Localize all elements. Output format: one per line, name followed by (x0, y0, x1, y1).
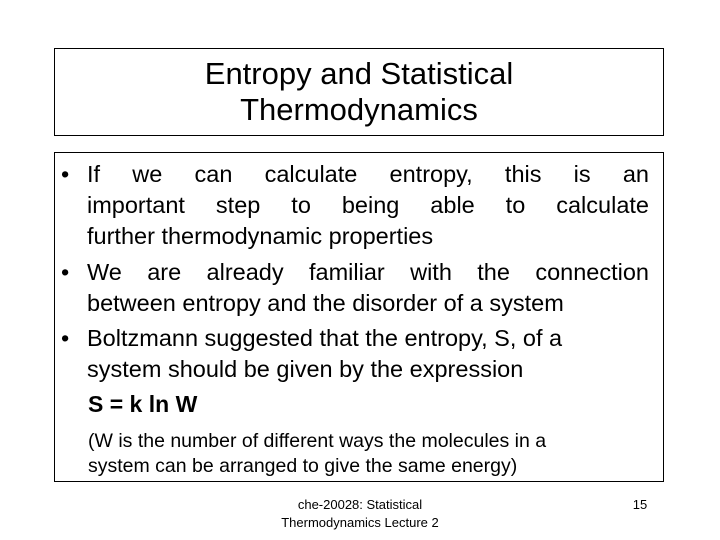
bullet-icon: • (61, 161, 70, 187)
bullet-icon: • (61, 259, 70, 285)
bullet-icon: • (61, 325, 70, 351)
bullet-line: between entropy and the disorder of a system (87, 290, 564, 316)
bullet-line: We are already familiar with the connection (87, 259, 649, 285)
slide-title (205, 56, 513, 128)
boltzmann-formula: S = k ln W (88, 391, 198, 417)
bullet-line: important step to being able to calculate (87, 192, 649, 218)
page-number: 15 (632, 497, 648, 512)
formula-note (88, 429, 656, 479)
slide-footer (240, 496, 480, 532)
bullet-item-boltzmann (61, 323, 649, 385)
note-line-2: system can be arranged to give the same energy) (88, 455, 518, 477)
bullet-line: If we can calculate entropy, this is an (87, 161, 649, 187)
footer-line-1: che-20028: Statistical (297, 497, 423, 512)
title-line-1: Entropy and Statistical (204, 56, 514, 91)
slide-title-box (54, 48, 664, 136)
bullet-line: further thermodynamic properties (87, 223, 434, 249)
title-line-2: Thermodynamics (240, 92, 478, 127)
bullet-line: system should be given by the expression (87, 356, 524, 382)
bullet-item-entropy-disorder (61, 257, 649, 319)
note-line-1: (W is the number of different ways the molecules in a (88, 430, 547, 452)
bullet-item-calculate-entropy (61, 159, 649, 252)
footer-line-2: Thermodynamics Lecture 2 (281, 515, 439, 530)
bullet-line: Boltzmann suggested that the entropy, S, of a (87, 325, 563, 351)
slide-body (54, 152, 664, 482)
